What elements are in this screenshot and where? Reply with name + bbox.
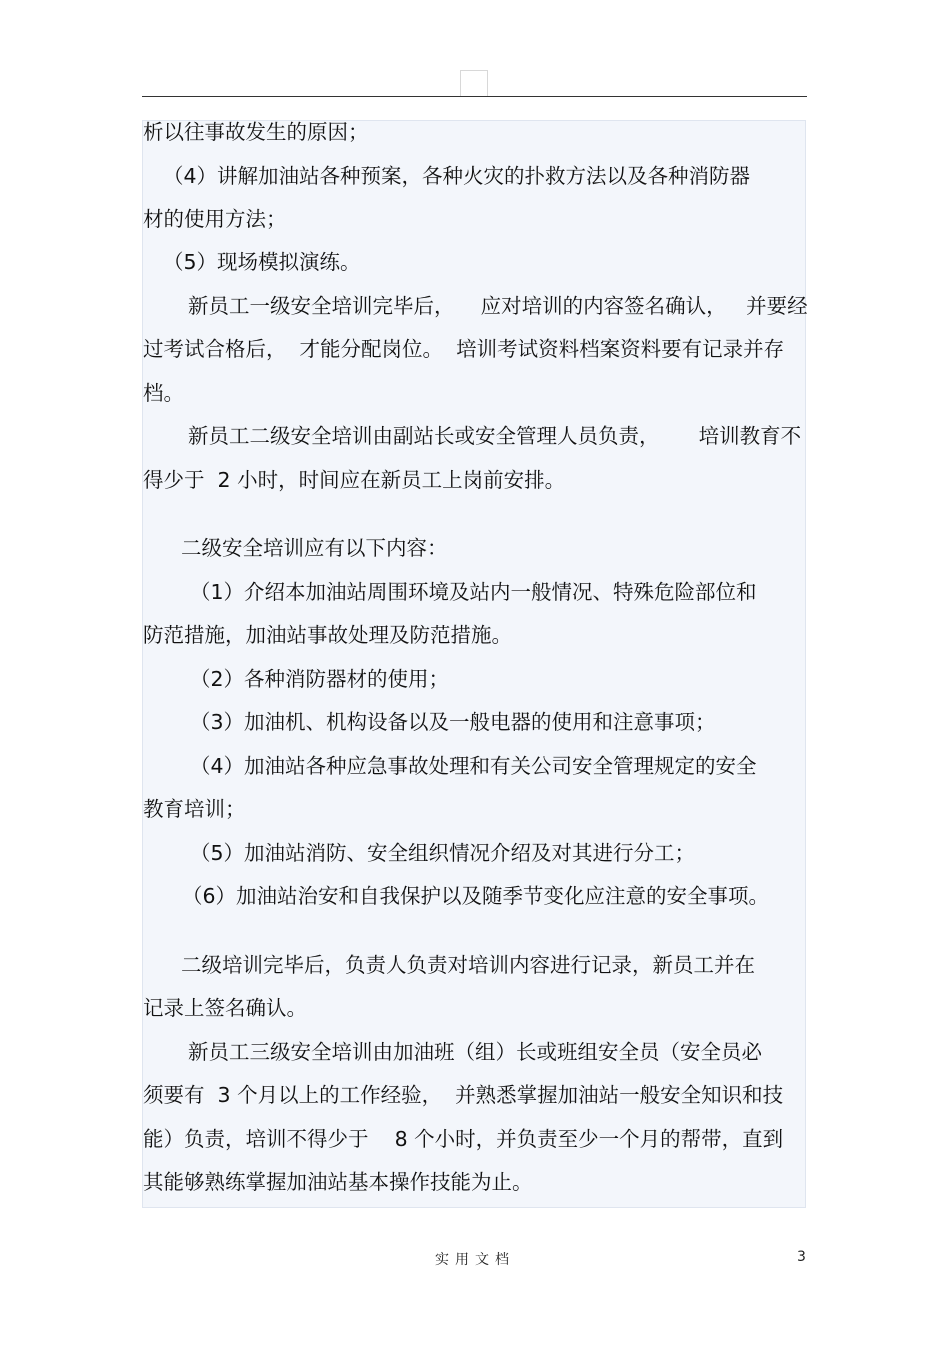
text-line: 其能够熟练掌握加油站基本操作技能为止。: [143, 1170, 533, 1194]
text-line: 新员工二级安全培训由副站长或安全管理人员负责， 培训教育不: [188, 424, 802, 448]
text-line: 新员工一级安全培训完毕后， 应对培训的内容签名确认， 并要经: [188, 294, 808, 318]
text-line: 二级培训完毕后，负责人负责对培训内容进行记录，新员工并在: [181, 953, 755, 977]
text-line: 能）负责，培训不得少于 8 个小时，并负责至少一个月的帮带，直到: [143, 1127, 784, 1151]
header-rule: [142, 96, 807, 97]
text-line: 教育培训；: [143, 797, 246, 821]
text-line: 须要有 3 个月以上的工作经验， 并熟悉掌握加油站一般安全知识和技: [143, 1083, 784, 1107]
text-line: 析以往事故发生的原因；: [143, 120, 369, 144]
text-line: 新员工三级安全培训由加油班（组）长或班组安全员（安全员必: [188, 1040, 762, 1064]
text-line: （6）加油站治安和自我保护以及随季节变化应注意的安全事项。: [182, 884, 770, 908]
text-line: （3）加油机、机构设备以及一般电器的使用和注意事项；: [190, 710, 716, 734]
text-line: 得少于 2 小时，时间应在新员工上岗前安排。: [143, 468, 566, 492]
page-number: 3: [797, 1249, 806, 1265]
text-line: （1）介绍本加油站周围环境及站内一般情况、特殊危险部位和: [190, 580, 757, 604]
text-line: 防范措施，加油站事故处理及防范措施。: [143, 623, 512, 647]
text-line: （5）加油站消防、安全组织情况介绍及对其进行分工；: [190, 841, 696, 865]
text-line: 过考试合格后， 才能分配岗位。 培训考试资料档案资料要有记录并存: [143, 337, 785, 361]
text-line: （4）讲解加油站各种预案，各种火灾的扑救方法以及各种消防器: [163, 164, 751, 188]
text-line: （4）加油站各种应急事故处理和有关公司安全管理规定的安全: [190, 754, 757, 778]
text-line: 档。: [143, 381, 184, 405]
text-line: （5）现场模拟演练。: [163, 250, 361, 274]
text-line: （2）各种消防器材的使用；: [190, 667, 450, 691]
header-mark: [460, 70, 488, 97]
footer-label: 实用文档: [435, 1252, 515, 1268]
text-line: 记录上签名确认。: [143, 996, 307, 1020]
text-line: 材的使用方法；: [143, 207, 287, 231]
text-line: 二级安全培训应有以下内容：: [181, 536, 448, 560]
